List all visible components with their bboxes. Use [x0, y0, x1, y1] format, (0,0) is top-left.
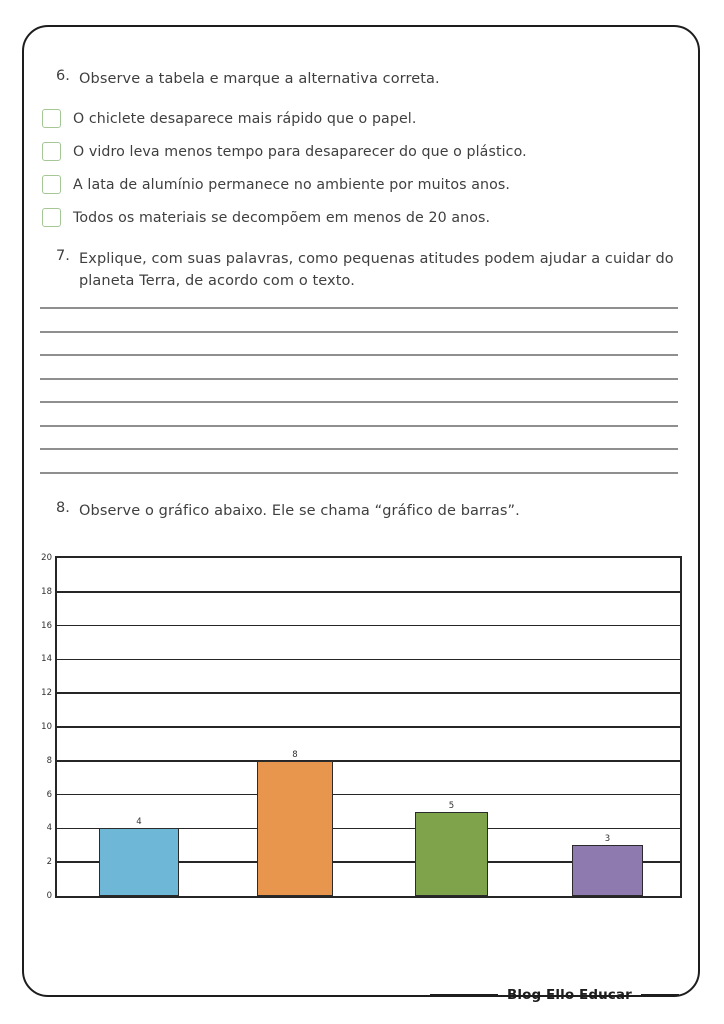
answer-line[interactable]: [40, 331, 678, 333]
bar-chart: [30, 548, 690, 910]
chart-y-tick-label: 12: [41, 688, 52, 699]
footer-brand-text: Blog Ello Educar: [507, 987, 632, 1003]
checkbox-icon[interactable]: [42, 142, 61, 161]
alternative-label: O chiclete desaparece mais rápido que o papel.: [73, 110, 417, 127]
chart-y-tick-label: 20: [41, 553, 52, 563]
chart-bar-value-label: 5: [448, 800, 455, 811]
alternative-option-1[interactable]: [42, 102, 672, 135]
question-7-text: Explique, com suas palavras, como pequenas atitudes podem ajudar a cuidar do planeta Terra, de acordo com o texto.: [79, 251, 674, 289]
chart-gridline: [57, 625, 680, 627]
alternative-option-3[interactable]: [42, 168, 672, 201]
chart-gridline: [57, 692, 680, 694]
chart-y-tick-label: 2: [46, 857, 52, 868]
answer-line[interactable]: [40, 354, 678, 356]
chart-y-tick-label: 8: [46, 755, 52, 766]
chart-y-tick-label: 4: [46, 823, 52, 834]
question-7: [44, 248, 674, 292]
question-6-text: Observe a tabela e marque a alternativa correta.: [79, 71, 440, 87]
chart-bar-value-label: 4: [136, 817, 142, 828]
question-8: [44, 500, 674, 522]
footer-rule-left: [430, 994, 498, 997]
footer-rule-right: [641, 994, 679, 997]
answer-line[interactable]: [40, 448, 678, 450]
checkbox-icon[interactable]: [42, 175, 61, 194]
answer-lines[interactable]: [40, 307, 678, 495]
question-8-text: Observe o gráfico abaixo. Ele se chama “gráfico de barras”.: [79, 503, 520, 519]
question-6-number: 6.: [55, 68, 70, 84]
chart-bar-value-label: 8: [292, 749, 298, 760]
answer-line[interactable]: [40, 425, 678, 427]
chart-plot-area: [41, 553, 682, 901]
alternatives-list: [42, 102, 672, 234]
chart-y-tick-label: 6: [46, 789, 52, 800]
footer: [430, 985, 698, 1005]
answer-line[interactable]: [40, 401, 678, 403]
chart-gridline: [57, 794, 680, 796]
question-8-number: 8.: [55, 500, 70, 516]
checkbox-icon[interactable]: [42, 208, 61, 227]
checkbox-icon[interactable]: [42, 109, 61, 128]
chart-y-tick-label: 10: [41, 722, 52, 732]
alternative-option-2[interactable]: [42, 135, 672, 168]
question-7-number: 7.: [55, 248, 70, 264]
chart-gridline: [57, 591, 680, 593]
chart-gridline: [57, 760, 680, 762]
answer-line[interactable]: [40, 307, 678, 309]
answer-line[interactable]: [40, 378, 678, 380]
chart-bar: [415, 800, 488, 897]
chart-y-tick-label: 16: [41, 620, 52, 631]
chart-gridline: [57, 726, 680, 728]
alternative-label: O vidro leva menos tempo para desaparecer do que o plástico.: [73, 143, 527, 160]
chart-bar: [572, 834, 643, 896]
chart-y-tick-label: 14: [41, 654, 52, 665]
alternative-label: A lata de alumínio permanece no ambiente por muitos anos.: [73, 176, 511, 193]
chart-y-tick-label: 0: [46, 891, 52, 901]
chart-bar: [99, 817, 179, 896]
chart-bar: [257, 749, 333, 896]
alternative-label: Todos os materiais se decompõem em menos de 20 anos.: [73, 209, 491, 226]
question-6: [44, 68, 674, 90]
answer-line[interactable]: [40, 472, 678, 474]
alternative-option-4[interactable]: [42, 201, 672, 234]
chart-gridline: [57, 659, 680, 661]
chart-y-tick-label: 18: [41, 586, 52, 597]
chart-bar-value-label: 3: [604, 834, 611, 845]
